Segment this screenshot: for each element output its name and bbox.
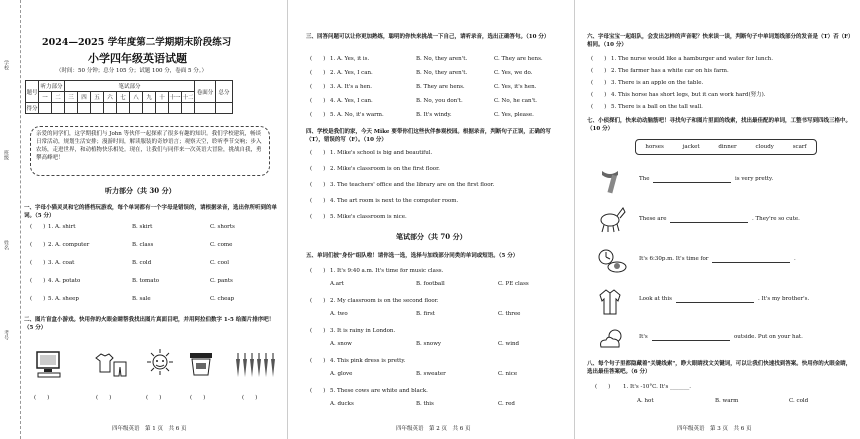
option-c[interactable]: C. Yes, we do. xyxy=(494,70,533,76)
option-a[interactable]: 2. A. Yes, I can. xyxy=(330,70,373,76)
sentence-end: outside. Put on your hat. xyxy=(734,334,803,340)
binding-label: 考号 xyxy=(3,330,9,340)
option-c[interactable]: C. PE class xyxy=(498,281,529,287)
sentence-start: These are xyxy=(639,216,667,222)
score-cell: 十一 xyxy=(169,92,182,103)
section-7-title: 七、小侦探们，快来动动脑筋吧！寻找句子和图片里面的线索，找出最佳配的单词，工整书写到四线三格中。（10 分） xyxy=(587,118,852,132)
picture-order-blank[interactable]: ( ) xyxy=(190,395,206,401)
option-b[interactable]: B. sale xyxy=(132,296,151,302)
answer-blank[interactable]: ( ) xyxy=(30,296,46,302)
answer-blank[interactable]: ( ) xyxy=(591,56,607,62)
score-cell: 十二 xyxy=(182,92,195,103)
statement-text: 5. Mike's classroom is nice. xyxy=(330,214,407,220)
section-1-title: 一、字母小猫灵灵和它的搭档玩游戏，每个单词都有一个字母是错误的，请根据录音，选出你所听到的单词。（5 分） xyxy=(24,205,278,219)
score-table xyxy=(25,80,233,114)
clothes-picture xyxy=(92,350,128,380)
score-entry[interactable] xyxy=(91,103,104,114)
score-cell: 题号 xyxy=(26,81,39,103)
score-cell: 总分 xyxy=(216,81,233,103)
sentence-start: It's xyxy=(639,334,648,340)
exam-page-3 xyxy=(574,0,860,439)
answer-blank[interactable]: ( ) xyxy=(310,268,326,274)
option-c[interactable]: C. nice xyxy=(498,371,518,377)
score-entry[interactable] xyxy=(156,103,169,114)
jacket-picture xyxy=(595,286,625,318)
binding-label: 学校 xyxy=(3,60,9,70)
score-entry[interactable] xyxy=(143,103,156,114)
option-b[interactable]: B. football xyxy=(416,281,445,287)
score-cell: 九 xyxy=(143,92,156,103)
answer-blank[interactable]: ( ) xyxy=(30,224,46,230)
option-a[interactable]: A. two xyxy=(330,311,348,317)
score-cell: 听力部分 xyxy=(39,81,65,92)
statement-text: 3. There is an apple on the table. xyxy=(611,80,704,86)
pot-picture xyxy=(186,348,216,380)
score-cell: 笔试部分 xyxy=(65,81,195,92)
answer-blank[interactable]: ( ) xyxy=(310,388,326,394)
option-b[interactable]: B. No, you don't. xyxy=(416,98,463,104)
section-2-title: 二、图片盲盒小游戏。快用你的火眼金睛帮我找出图片真面目吧，并用阿拉伯数字 1-5 给图片排序吧！（5 分） xyxy=(24,317,275,331)
option-c[interactable]: C. cheap xyxy=(210,296,235,302)
score-cell: 三 xyxy=(65,92,78,103)
option-c[interactable]: C. come xyxy=(210,242,233,248)
answer-blank[interactable]: ( ) xyxy=(310,98,326,104)
page-footer: 四年级英语 第 1 页 共 6 页 xyxy=(112,426,187,432)
option-b[interactable]: B. skirt xyxy=(132,224,153,230)
option-b[interactable]: B. this xyxy=(416,401,434,407)
answer-blank[interactable]: ( ) xyxy=(310,56,326,62)
carrots-picture xyxy=(232,350,278,380)
answer-blank[interactable]: ( ) xyxy=(30,242,46,248)
question-text: 1. It's 9:40 a.m. It's time for music class. xyxy=(330,268,444,274)
answer-blank[interactable]: ( ) xyxy=(310,298,326,304)
option-c[interactable]: C. No, he can't. xyxy=(494,98,538,104)
answer-blank[interactable]: ( ) xyxy=(591,104,607,110)
exam-title: 2024—2025 学年度第二学期期末阶段练习 xyxy=(42,37,232,48)
word-bank-item: dinner xyxy=(718,144,737,150)
score-entry[interactable] xyxy=(130,103,143,114)
word-bank-item: jacket xyxy=(682,144,700,150)
score-cell: 得分 xyxy=(26,103,39,114)
sentence-start: Look at this xyxy=(639,296,672,302)
exam-page-2 xyxy=(287,0,575,439)
option-b[interactable]: B. No, they aren't. xyxy=(416,56,468,62)
question-text: 3. It is rainy in London. xyxy=(330,328,396,334)
sentence-end: . It's my brother's. xyxy=(758,296,810,302)
score-entry[interactable] xyxy=(216,103,233,114)
word-bank-item: horses xyxy=(645,144,664,150)
option-b[interactable]: B. sweater xyxy=(416,371,446,377)
statement-text: 3. The teachers' office and the library are on the first floor. xyxy=(330,182,495,188)
welcome-notice: 亲爱的同学们，这学期我们与 John 等伙伴一起探索了很多有趣的知识。我们学校建筑，畅谈日常活动，规划生活安排；漫游时间，解读服装的奇妙语言；观察天空，聆听季节交响；步入农场，走进世界，和动植物快乐相处。现在，让我们与同伴来一次英语大冒险，挑战自我，勇攀高峰吧！ xyxy=(30,126,270,176)
option-a[interactable]: 3. A. coat xyxy=(48,260,75,266)
writing-line[interactable] xyxy=(652,332,730,341)
option-a[interactable]: A. glove xyxy=(330,371,353,377)
answer-blank[interactable]: ( ) xyxy=(310,358,326,364)
statement-text: 5. There is a ball on the tall wall. xyxy=(611,104,703,110)
sentence-end: . xyxy=(794,256,796,262)
binding-strip xyxy=(0,0,21,439)
section-8-title: 八、每个句子里都隐藏着"关键线索"，睁大眼睛找文关键词，可以让我们快速找到答案。快用你的火眼金睛，选出最佳答案吧。（6 分） xyxy=(587,361,852,375)
question-text: 5. These cows are white and black. xyxy=(330,388,428,394)
score-cell: 六 xyxy=(104,92,117,103)
score-entry[interactable] xyxy=(39,103,52,114)
answer-blank[interactable]: ( ) xyxy=(310,84,326,90)
score-entry[interactable] xyxy=(65,103,78,114)
option-c[interactable]: C. pants xyxy=(210,278,233,284)
score-cell: 八 xyxy=(130,92,143,103)
exam-subtitle: 小学四年级英语试题 xyxy=(88,52,187,65)
listening-header: 听力部分（共 30 分） xyxy=(105,186,176,195)
score-entry[interactable] xyxy=(104,103,117,114)
picture-order-blank[interactable]: ( ) xyxy=(242,395,258,401)
computer-picture xyxy=(32,348,66,380)
word-bank-item: cloudy xyxy=(755,144,774,150)
picture-order-blank[interactable]: ( ) xyxy=(34,395,50,401)
writing-line[interactable] xyxy=(653,174,731,183)
option-b[interactable]: B. warm xyxy=(715,398,739,404)
binding-label: 班级 xyxy=(3,150,9,160)
option-b[interactable]: B. No, they aren't. xyxy=(416,70,468,76)
answer-blank[interactable]: ( ) xyxy=(310,182,326,188)
option-c[interactable]: C. Yes, it's hen. xyxy=(494,84,537,90)
section-3-title: 三、回答问题可以让你更加熟练，聪明的你快来挑战一下自己，请听录音，选出正确答句。（10 分） xyxy=(306,34,550,40)
option-a[interactable]: A. ducks xyxy=(330,401,354,407)
option-b[interactable]: B. cold xyxy=(132,260,152,266)
score-entry[interactable] xyxy=(195,103,216,114)
score-cell: 五 xyxy=(91,92,104,103)
section-4-title: 四、学校是我们的家，今天 Mike 要带你们这些伙伴参观校园。根据录音，判断句子正误，正确的写（T），错误的写（F）。（10 分） xyxy=(306,129,551,143)
answer-blank[interactable]: ( ) xyxy=(310,150,326,156)
sentence-start: It's 6:30p.m. It's time for xyxy=(639,256,709,262)
statement-text: 4. The art room is next to the computer room. xyxy=(330,198,459,204)
score-entry[interactable] xyxy=(78,103,91,114)
question-text: 2. My classroom is on the second floor. xyxy=(330,298,439,304)
scarf-picture xyxy=(595,166,625,196)
option-c[interactable]: C. They are hens. xyxy=(494,56,543,62)
answer-blank[interactable]: ( ) xyxy=(30,278,46,284)
dinner-picture xyxy=(595,246,629,276)
answer-blank[interactable]: ( ) xyxy=(30,260,46,266)
score-entry[interactable] xyxy=(182,103,195,114)
score-cell: 卷面分 xyxy=(195,81,216,103)
option-a[interactable]: 4. A. Yes, I can. xyxy=(330,98,373,104)
statement-text: 1. Mike's school is big and beautiful. xyxy=(330,150,433,156)
option-a[interactable]: 1. A. shirt xyxy=(48,224,76,230)
score-entry[interactable] xyxy=(52,103,65,114)
statement-text: 2. The farmer has a white car on his farm. xyxy=(611,68,729,74)
writing-line[interactable] xyxy=(676,294,754,303)
question-text: 4. This pink dress is pretty. xyxy=(330,358,406,364)
section-5-title: 五、单词们披"身份"组队啦！请你选一选，选择与加线部分同类的单词或短语。（5 分） xyxy=(306,253,519,259)
option-c[interactable]: C. red xyxy=(498,401,515,407)
option-b[interactable]: B. It's windy. xyxy=(416,112,452,118)
statement-text: 2. Mike's classroom is on the first floor. xyxy=(330,166,440,172)
section-6-title: 六、字母宝宝一起组队，会发出怎样的声音呢？快来读一读，判断句子中单词划线部分的发音是（T）否（F）相同。（10 分） xyxy=(587,34,851,48)
picture-order-blank[interactable]: ( ) xyxy=(146,395,162,401)
answer-blank[interactable]: ( ) xyxy=(310,70,326,76)
answer-blank[interactable]: ( ) xyxy=(310,214,326,220)
sun-picture xyxy=(145,346,175,378)
cloudy-picture xyxy=(595,326,627,354)
sentence-end: . They're so cute. xyxy=(752,216,800,222)
answer-blank[interactable]: ( ) xyxy=(310,328,326,334)
score-entry[interactable] xyxy=(169,103,182,114)
answer-blank[interactable]: ( ) xyxy=(310,198,326,204)
answer-blank[interactable]: ( ) xyxy=(591,92,607,98)
question-text: 1. It's -10°C. It's _______. xyxy=(623,384,692,390)
option-a[interactable]: A. hot xyxy=(637,398,654,404)
score-entry[interactable] xyxy=(117,103,130,114)
horses-picture xyxy=(595,203,629,235)
score-cell: 十 xyxy=(156,92,169,103)
statement-text: 4. This horse has short legs, but it can work hard(努力). xyxy=(611,92,766,98)
word-bank-item: scarf xyxy=(792,144,807,150)
binding-label: 姓名 xyxy=(3,240,9,250)
score-cell: 一 xyxy=(39,92,52,103)
score-cell: 七 xyxy=(117,92,130,103)
option-b[interactable]: B. snowy xyxy=(416,341,442,347)
option-b[interactable]: B. tomato xyxy=(132,278,160,284)
option-b[interactable]: B. first xyxy=(416,311,435,317)
written-header: 笔试部分（共 70 分） xyxy=(396,232,467,241)
sentence-end: is very pretty. xyxy=(735,176,774,182)
option-a[interactable]: 2. A. computer xyxy=(48,242,90,248)
option-c[interactable]: C. cold xyxy=(789,398,809,404)
option-a[interactable]: A.art xyxy=(330,281,344,287)
word-bank xyxy=(635,139,817,155)
writing-line[interactable] xyxy=(670,214,748,223)
option-c[interactable]: C. cool xyxy=(210,260,229,266)
picture-order-blank[interactable]: ( ) xyxy=(96,395,112,401)
option-c[interactable]: C. three xyxy=(498,311,521,317)
option-a[interactable]: 3. A. It's a hen. xyxy=(330,84,373,90)
answer-blank[interactable]: ( ) xyxy=(310,166,326,172)
option-c[interactable]: C. shorts xyxy=(210,224,235,230)
option-c[interactable]: C. wind xyxy=(498,341,520,347)
statement-text: 1. The nurse would like a hamburger and water for lunch. xyxy=(611,56,773,62)
page-footer: 四年级英语 第 2 页 共 6 页 xyxy=(396,426,471,432)
option-a[interactable]: 4. A. potato xyxy=(48,278,81,284)
answer-blank[interactable]: ( ) xyxy=(595,384,611,390)
exam-meta: （时间：50 分钟；总分 105 分；试题 100 分，卷面 5 分。） xyxy=(56,68,207,74)
answer-blank[interactable]: ( ) xyxy=(591,68,607,74)
option-b[interactable]: B. They are hens. xyxy=(416,84,465,90)
writing-line[interactable] xyxy=(712,254,790,263)
score-cell: 二 xyxy=(52,92,65,103)
answer-blank[interactable]: ( ) xyxy=(310,112,326,118)
exam-page-1 xyxy=(0,0,287,439)
option-a[interactable]: 1. A. Yes, it is. xyxy=(330,56,370,62)
option-b[interactable]: B. class xyxy=(132,242,154,248)
sentence-start: The xyxy=(639,176,650,182)
score-cell: 四 xyxy=(78,92,91,103)
answer-blank[interactable]: ( ) xyxy=(591,80,607,86)
option-c[interactable]: C. Yes, please. xyxy=(494,112,534,118)
page-footer: 四年级英语 第 3 页 共 6 页 xyxy=(677,426,752,432)
option-a[interactable]: 5. A. sheep xyxy=(48,296,79,302)
option-a[interactable]: 5. A. No, it's warm. xyxy=(330,112,384,118)
option-a[interactable]: A. snow xyxy=(330,341,352,347)
